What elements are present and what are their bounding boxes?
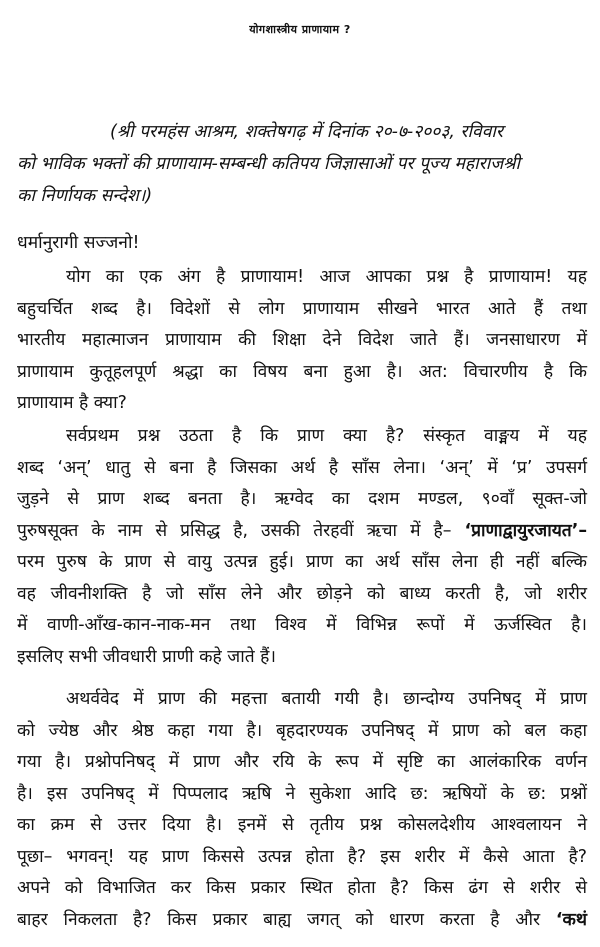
text-segment: बाहर निकलता है? किस प्रकार बाह्य जगत् को धारण करता है और [17, 909, 541, 930]
text-line: इसलिए सभी जीवधारी प्राणी कहे जाते हैं। [17, 646, 276, 667]
salutation: धर्मानुरागी सज्जनो! [17, 233, 140, 253]
text-line: सर्वप्रथम प्रश्न उठता है कि प्राण क्या है? संस्कृत वाङ्मय में यह [66, 426, 587, 446]
text-line: अपने को विभाजित कर किस प्रकार स्थित होता है? किस ढंग से शरीर से [17, 878, 587, 898]
text-line: में वाणी-आँख-कान-नाक-मन तथा विश्व में विभिन्न रूपों में ऊर्जस्वित है। [17, 615, 587, 635]
text-line: अथर्ववेद में प्राण की महत्ता बतायी गयी है। छान्दोग्य उपनिषद् में प्राण [66, 689, 587, 709]
text-line: को ज्येष्ठ और श्रेष्ठ कहा गया है। बृहदारण्यक उपनिषद् में प्राण को बल कहा [17, 720, 587, 741]
text-line: वह जीवनीशक्ति है जो साँस लेने और छोड़ने को बाध्य करती है, जो शरीर [17, 583, 587, 604]
intro-line: का निर्णायक सन्देश।) [17, 186, 153, 206]
text-line [17, 516, 587, 548]
rigveda-quote: ‘प्राणाद्वायुरजायत’– [464, 520, 588, 541]
paragraph-2 [17, 421, 587, 673]
intro-line: को भाविक भक्तों की प्राणायाम-सम्बन्धी कतिपय जिज्ञासाओं पर पूज्य महाराजश्री [17, 154, 521, 174]
text-segment: पुरुषसूक्त के नाम से प्रसिद्ध है, उसकी तेरहवीं ऋचा में है– [17, 520, 452, 541]
text-line: बहुचर्चित शब्द है। विदेशों से लोग प्राणायाम सीखने भारत आते हैं तथा [17, 298, 587, 319]
page-title: योगशास्त्रीय प्राणायाम ? [249, 23, 351, 36]
text-line: योग का एक अंग है प्राणायाम! आज आपका प्रश्न है प्राणायाम! यह [66, 267, 587, 287]
paragraph-3 [17, 684, 587, 936]
text-line: गया है। प्रश्नोपनिषद् में प्राण और रयि के रूप में सृष्टि का आलंकारिक वर्णन [17, 752, 587, 772]
text-line: पूछा– भगवन्! यह प्राण किससे उत्पन्न होता है? इस शरीर में कैसे आता है? [17, 846, 587, 867]
intro-line: (श्री परमहंस आश्रम, शक्तेषगढ़ में दिनांक २०-७-२००३, रविवार [110, 122, 503, 142]
text-line: प्राणायाम कुतूहलपूर्ण श्रद्धा का विषय बना हुआ है। अत: विचारणीय है कि [17, 361, 587, 382]
text-line: परम पुरुष के प्राण से वायु उत्पन्न हुई। प्राण का अर्थ साँस लेना ही नहीं बल्कि [17, 552, 587, 572]
intro-note [17, 116, 587, 212]
paragraph-1 [17, 262, 587, 420]
text-line: जुड़ने से प्राण शब्द बनता है। ऋग्वेद का दशम मण्डल, ९०वाँ सूक्त-जो [17, 489, 587, 509]
text-line: शब्द ‘अन्’ धातु से बना है जिसका अर्थ है साँस लेना। ‘अन्’ में ‘प्र’ उपसर्ग [17, 457, 587, 478]
text-line: है। इस उपनिषद् में पिप्पलाद ऋषि ने सुकेशा आदि छ: ऋषियों के छ: प्रश्नों [17, 783, 587, 804]
text-line: भारतीय महात्माजन प्राणायाम की शिक्षा देने विदेश जाते हैं। जनसाधारण में [17, 330, 587, 350]
text-line: प्राणायाम है क्या? [17, 393, 127, 413]
katham-quote: ‘कथं [555, 909, 587, 930]
text-line [17, 905, 587, 937]
text-line: का क्रम से उत्तर दिया है। इनमें से तृतीय प्रश्न कोसलदेशीय आश्वलायन ने [17, 815, 587, 835]
